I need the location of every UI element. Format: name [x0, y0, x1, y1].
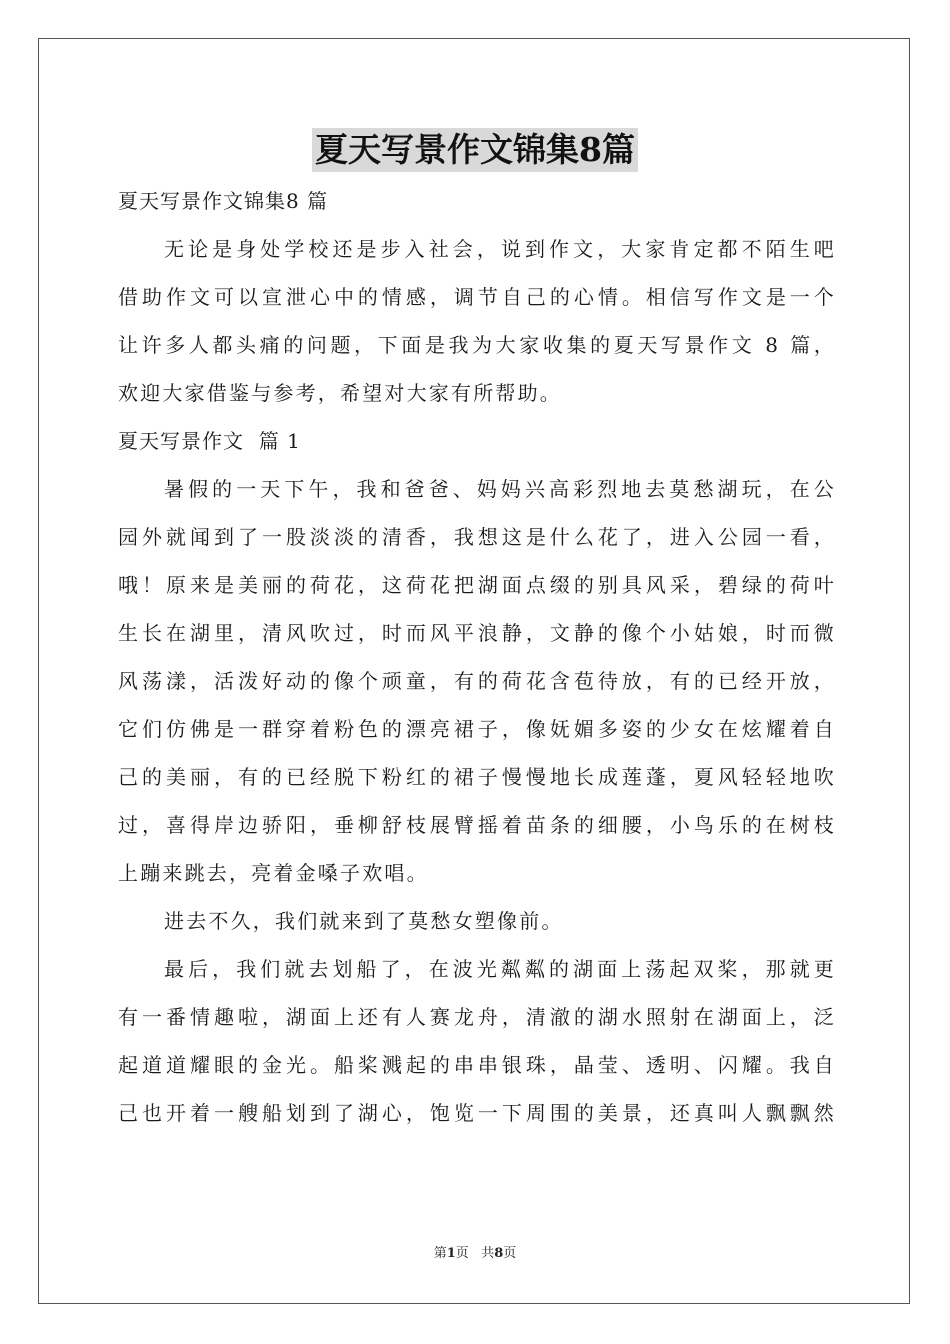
paragraph-line: 上蹦来跳去，亮着金嗓子欢唱。 — [118, 861, 429, 885]
paragraph-line: 欢迎大家借鉴与参考，希望对大家有所帮助。 — [118, 381, 562, 405]
page-number: 1 — [446, 1246, 456, 1261]
paragraph-line: 无论是身处学校还是步入社会，说到作文，大家肯定都不陌生吧 — [164, 237, 836, 261]
page-footer — [0, 1245, 950, 1263]
total-prefix: 共 — [481, 1246, 495, 1261]
paragraph-line: 借助作文可以宣泄心中的情感，调节自己的心情。相信写作文是一个 — [118, 285, 836, 309]
document-title: 夏天写景作文锦集8篇 — [312, 128, 638, 172]
paragraph-line: 园外就闻到了一股淡淡的清香，我想这是什么花了，进入公园一看， — [118, 525, 836, 549]
paragraph-line: 过，喜得岸边骄阳，垂柳舒枝展臂摇着苗条的细腰，小鸟乐的在树枝 — [118, 813, 836, 837]
subtitle-line: 夏天写景作文锦集8 篇 — [118, 189, 329, 213]
paragraph-line: 起道道耀眼的金光。船桨溅起的串串银珠，晶莹、透明、闪耀。我自 — [118, 1053, 836, 1077]
paragraph-line: 让许多人都头痛的问题，下面是我为大家收集的夏天写景作文 8 篇， — [118, 333, 836, 357]
paragraph-line: 有一番情趣啦，湖面上还有人赛龙舟，清澈的湖水照射在湖面上，泛 — [118, 1005, 836, 1029]
paragraph-line: 生长在湖里，清风吹过，时而风平浪静，文静的像个小姑娘，时而微 — [118, 621, 836, 645]
paragraph-line: 暑假的一天下午，我和爸爸、妈妈兴高彩烈地去莫愁湖玩，在公 — [164, 477, 836, 501]
paragraph-line: 己也开着一艘船划到了湖心，饱览一下周围的美景，还真叫人飘飘然 — [118, 1101, 836, 1125]
paragraph-line: 风荡漾，活泼好动的像个顽童，有的荷花含苞待放，有的已经开放， — [118, 669, 836, 693]
section-heading: 夏天写景作文 篇 1 — [118, 429, 301, 453]
page-suffix: 页 — [455, 1246, 469, 1261]
paragraph-line: 它们仿佛是一群穿着粉色的漂亮裙子，像妩媚多姿的少女在炫耀着自 — [118, 717, 836, 741]
paragraph-line: 进去不久，我们就来到了莫愁女塑像前。 — [164, 909, 564, 933]
document-body — [118, 177, 836, 1137]
page-prefix: 第 — [433, 1246, 447, 1261]
total-suffix: 页 — [503, 1246, 517, 1261]
title-area — [0, 128, 950, 172]
paragraph-line: 最后，我们就去划船了，在波光粼粼的湖面上荡起双桨，那就更 — [164, 957, 836, 981]
paragraph-line: 哦！原来是美丽的荷花，这荷花把湖面点缀的别具风采，碧绿的荷叶 — [118, 573, 836, 597]
total-pages: 8 — [494, 1246, 504, 1261]
paragraph-line: 己的美丽，有的已经脱下粉红的裙子慢慢地长成莲蓬，夏风轻轻地吹 — [118, 765, 836, 789]
